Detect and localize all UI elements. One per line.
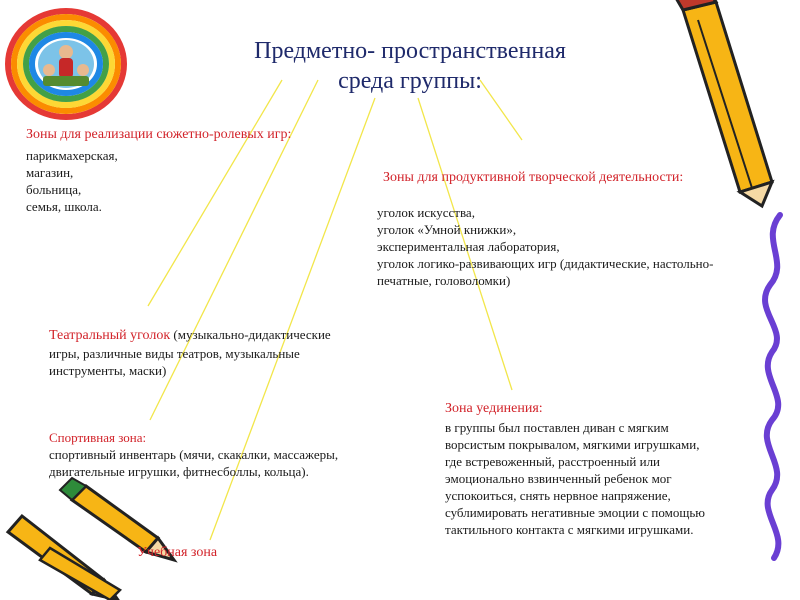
list-item: семья, школа. (26, 199, 102, 214)
zone-theater-heading: Театральный уголок (49, 328, 171, 343)
text-line: в группы был поставлен диван с мягким (445, 420, 669, 435)
zone-theater-line-3: инструменты, маски) (49, 363, 167, 378)
list-item: больница, (26, 182, 82, 197)
text-line: успокоиться, снять нервное напряжение, (445, 488, 671, 503)
zone-roleplay-list (26, 147, 291, 215)
zone-creative-heading: Зоны для продуктивной творческой деятельности: (383, 170, 684, 185)
text-line: ворсистым покрывалом, мягкими игрушками, (445, 437, 700, 452)
zone-sport (49, 429, 338, 480)
purple-squiggle-icon (765, 215, 780, 558)
zone-roleplay (26, 126, 291, 215)
zone-solitude (445, 400, 705, 538)
title-line-2: среда группы: (338, 68, 482, 94)
list-item: уголок логико-развивающих игр (дидактические, настольно- (377, 256, 714, 271)
list-item: магазин, (26, 165, 74, 180)
title-line-1: Предметно- пространственная (254, 38, 566, 64)
list-item: уголок искусства, (377, 205, 475, 220)
zone-creative-list (377, 204, 713, 289)
list-item: печатные, головоломки) (377, 273, 511, 288)
pencil-bottom-3-icon (40, 548, 120, 600)
page-title (195, 36, 625, 96)
zone-theater-line-2: игры, различные виды театров, музыкальные (49, 346, 300, 361)
zone-solitude-text (445, 419, 705, 538)
rainbow-logo-icon (5, 8, 127, 120)
zone-roleplay-heading: Зоны для реализации сюжетно-ролевых игр: (26, 127, 292, 142)
text-line: сублимировать негативные эмоции с помощью (445, 505, 706, 520)
pencil-right-icon (676, 0, 772, 206)
zone-solitude-heading: Зона уединения: (445, 401, 543, 416)
text-line: тактильного контакта с мягкими игрушками. (445, 522, 694, 537)
text-line: эмоционально взвинченный ребенок мог (445, 471, 672, 486)
list-item: экспериментальная лаборатория, (377, 239, 560, 254)
text-line: где встревоженный, расстроенный или (445, 454, 661, 469)
zone-sport-line-2: двигательные игрушки, фитнесболлы, кольца). (49, 464, 309, 479)
list-item: парикмахерская, (26, 148, 118, 163)
zone-sport-line-1: спортивный инвентарь (мячи, скакалки, массажеры, (49, 447, 339, 462)
list-item: уголок «Умной книжки», (377, 222, 517, 237)
zone-theater (49, 326, 331, 379)
zone-study-heading: Учебная зона (137, 545, 218, 560)
zone-theater-text: (музыкально-дидактические (170, 327, 331, 342)
zone-sport-heading: Спортивная зона: (49, 430, 147, 445)
